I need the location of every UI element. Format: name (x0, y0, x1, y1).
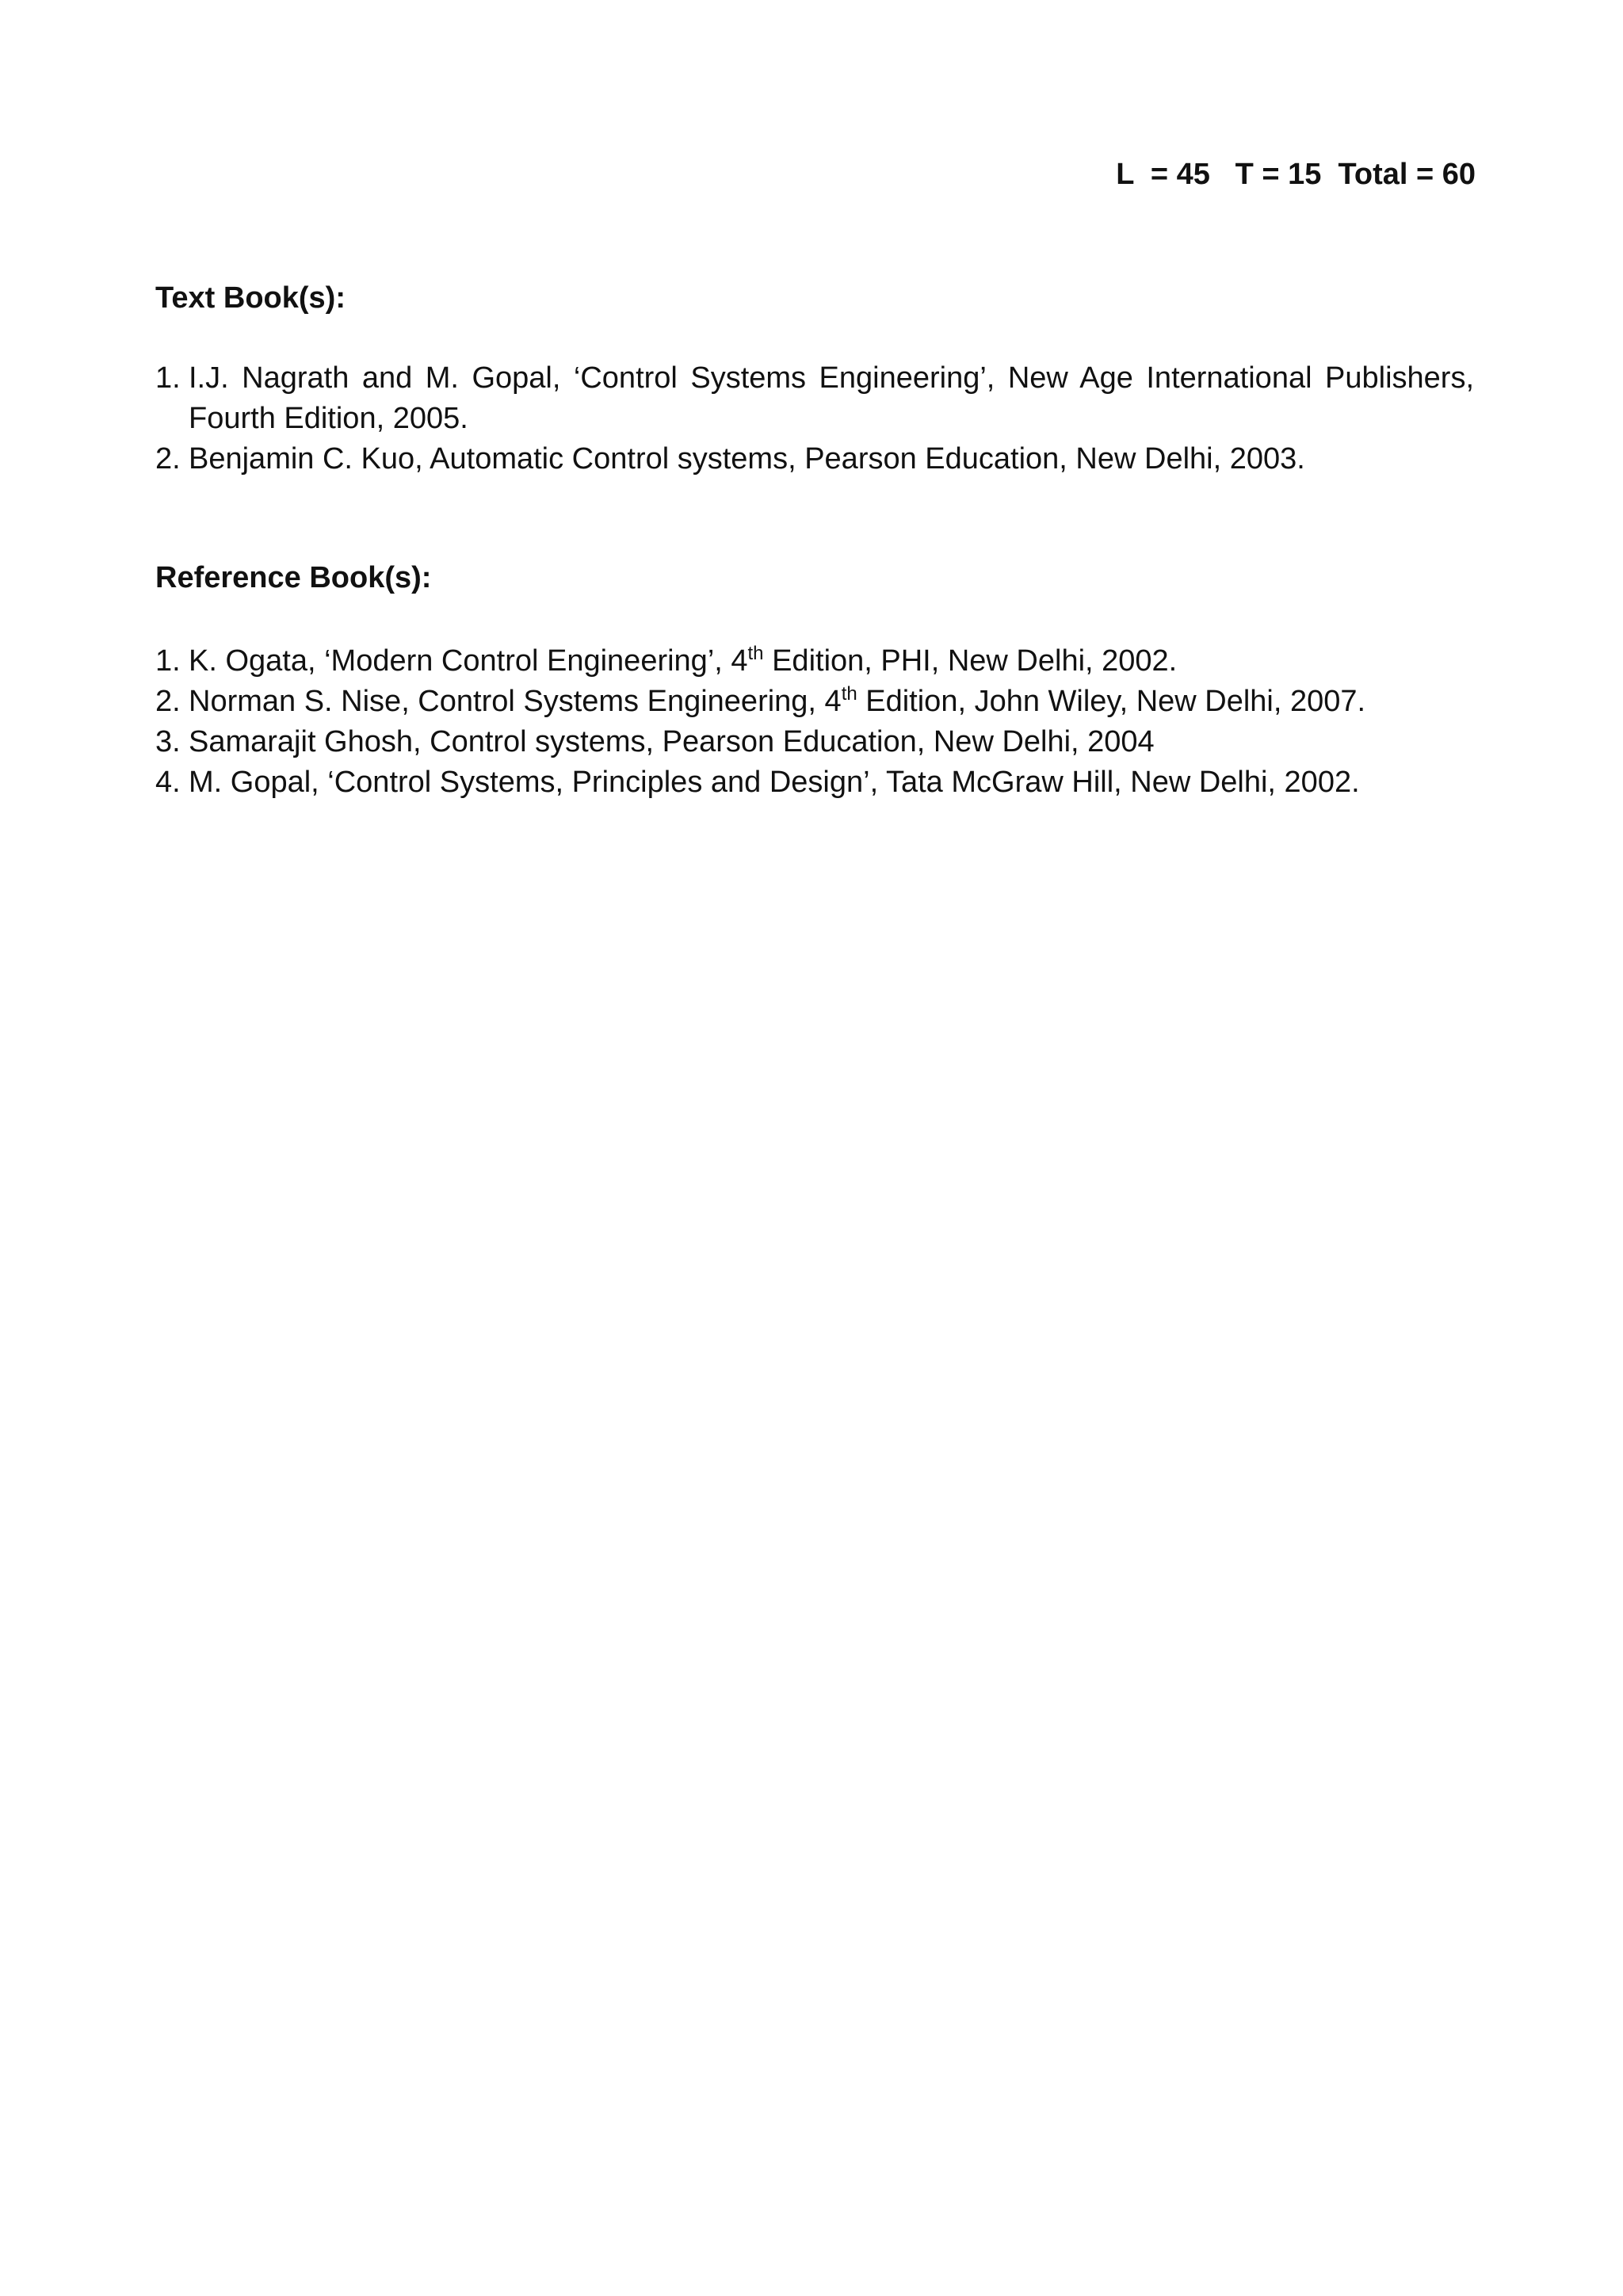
book-citation: Samarajit Ghosh, Control systems, Pearson Education, New Delhi, 2004 (189, 725, 1155, 758)
text-book-item (155, 358, 1474, 439)
citation-text: Edition, PHI, New Delhi, 2002. (763, 644, 1178, 678)
reference-books-list (155, 641, 1474, 803)
text-book-item (155, 439, 1474, 479)
book-citation: Benjamin C. Kuo, Automatic Control systems, Pearson Education, New Delhi, 2003. (189, 442, 1305, 476)
item-number: 1. (155, 361, 181, 395)
citation-text: K. Ogata, ‘Modern Control Engineering’, 4 (189, 644, 748, 678)
reference-book-item (155, 722, 1474, 762)
reference-book-item (155, 762, 1474, 803)
text-books-heading: Text Book(s): (155, 281, 346, 315)
reference-books-section (155, 559, 1474, 803)
ordinal-superscript: th (747, 643, 764, 664)
item-number: 2. (155, 442, 181, 476)
ordinal-superscript: th (841, 683, 857, 705)
book-citation: I.J. Nagrath and M. Gopal, ‘Control Systems Engineering’, New Age International Publishers, Fourth Edition, 2005. (189, 361, 1474, 435)
book-citation (189, 641, 1474, 682)
reference-book-item (155, 682, 1474, 722)
citation-text: Norman S. Nise, Control Systems Engineering, 4 (189, 685, 842, 718)
book-citation: M. Gopal, ‘Control Systems, Principles and Design’, Tata McGraw Hill, New Delhi, 2002. (189, 766, 1360, 799)
item-number: 2. (155, 685, 181, 718)
item-number: 4. (155, 766, 181, 799)
item-number: 3. (155, 725, 181, 758)
reference-book-item (155, 641, 1474, 682)
course-hours-total: L = 45 T = 15 Total = 60 (1116, 158, 1476, 191)
citation-text: Edition, John Wiley, New Delhi, 2007. (857, 685, 1366, 718)
item-number: 1. (155, 644, 181, 678)
book-citation (189, 682, 1474, 722)
text-books-list (155, 358, 1474, 479)
reference-books-heading: Reference Book(s): (155, 561, 432, 594)
text-books-section (155, 279, 1474, 479)
